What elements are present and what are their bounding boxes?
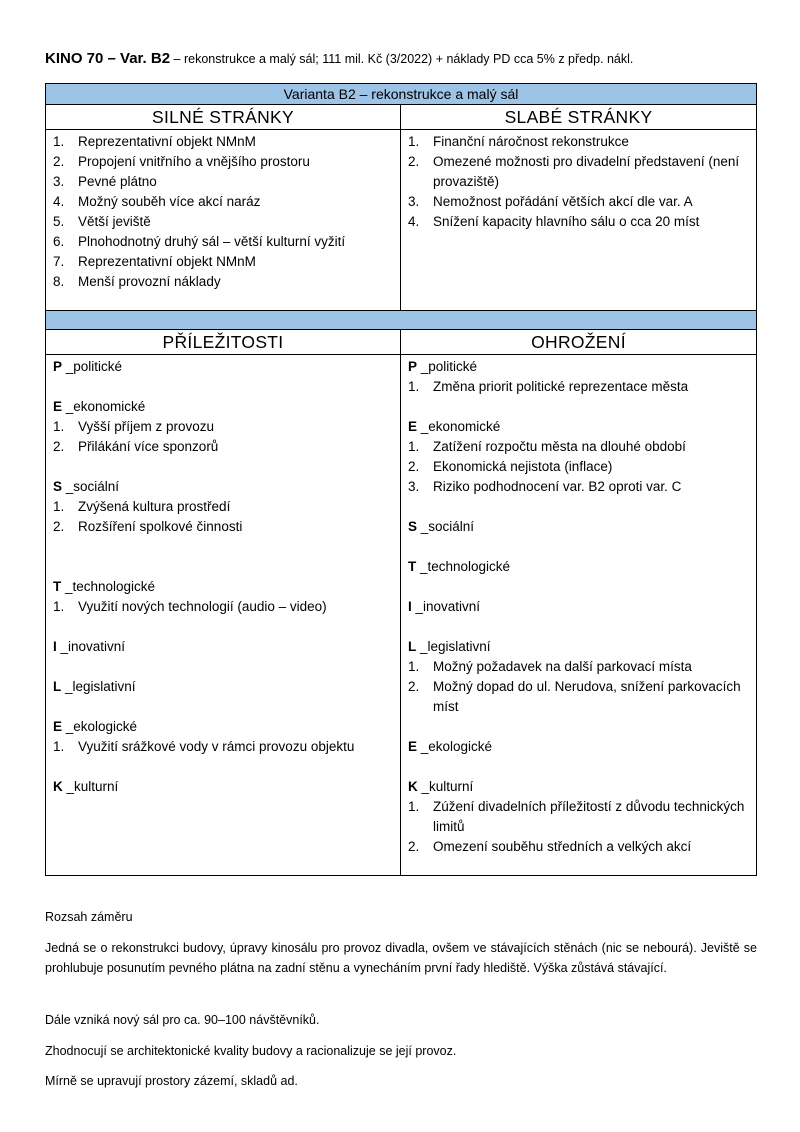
category-political: P _politické <box>408 359 478 374</box>
list-item: 2. Omezení souběhu středních a velkých akcí <box>408 839 692 854</box>
separator-bar <box>46 311 757 330</box>
category-innovative: I _inovativní <box>53 639 126 654</box>
document-heading <box>45 50 633 67</box>
scope-paragraph-1: Jedná se o rekonstrukci budovy, úpravy kinosálu pro provoz divadla, ovšem ve stávajících stěnách (nic se nebourá). Jeviště se prohlubuje posunutím pevného plátna na zadní stěnu a vynecháním první řady hlediště. Výška zůstává stávající. <box>45 941 757 975</box>
strengths-list <box>53 132 394 292</box>
list-item: 2. Propojení vnitřního a vnějšího prostoru <box>53 154 310 169</box>
weaknesses-cell <box>401 130 757 311</box>
category-innovative: I _inovativní <box>408 599 481 614</box>
category-ecological: E _ekologické <box>53 719 138 734</box>
category-technological: T _technologické <box>53 579 156 594</box>
list-item: 3. Riziko podhodnocení var. B2 oproti var. C <box>408 479 682 494</box>
list-item: 4. Snížení kapacity hlavního sálu o cca 20 míst <box>408 214 700 229</box>
list-item: 1. Reprezentativní objekt NMnM <box>53 134 256 149</box>
list-item: 1. Možný požadavek na další parkovací místa <box>408 659 692 674</box>
category-legislative: L _legislativní <box>53 679 136 694</box>
category-legislative: L _legislativní <box>408 639 491 654</box>
list-item: 8. Menší provozní náklady <box>53 274 221 289</box>
scope-paragraph-4: Mírně se upravují prostory zázemí, skladů ad. <box>45 1074 298 1088</box>
heading-rest: – rekonstrukce a malý sál; 111 mil. Kč (3/2022) + náklady PD cca 5% z předp. nákl. <box>170 52 634 66</box>
threats-header: OHROŽENÍ <box>401 330 757 355</box>
list-item: 1. Využití srážkové vody v rámci provozu objektu <box>53 739 355 754</box>
weaknesses-header: SLABÉ STRÁNKY <box>401 105 757 130</box>
swot-table <box>45 83 757 876</box>
opportunities-cell <box>46 355 401 876</box>
swot-title: Varianta B2 – rekonstrukce a malý sál <box>46 84 757 105</box>
list-item: 6. Plnohodnotný druhý sál – větší kulturní vyžití <box>53 234 346 249</box>
opportunities-header: PŘÍLEŽITOSTI <box>46 330 401 355</box>
scope-paragraph-2: Dále vzniká nový sál pro ca. 90–100 návštěvníků. <box>45 1013 320 1027</box>
category-social: S _sociální <box>53 479 120 494</box>
list-item: 1. Finanční náročnost rekonstrukce <box>408 134 629 149</box>
list-item: 1. Využití nových technologií (audio – video) <box>53 599 327 614</box>
list-item: 3. Nemožnost pořádání větších akcí dle var. A <box>408 194 693 209</box>
list-item: 2. Možný dopad do ul. Nerudova, snížení parkovacích míst <box>408 679 741 714</box>
list-item: 7. Reprezentativní objekt NMnM <box>53 254 256 269</box>
category-cultural: K _kulturní <box>408 779 474 794</box>
list-item: 1. Zúžení divadelních příležitostí z důvodu technických limitů <box>408 799 745 834</box>
strengths-cell <box>46 130 401 311</box>
list-item: 1. Změna priorit politické reprezentace města <box>408 379 689 394</box>
category-social: S _sociální <box>408 519 475 534</box>
list-item: 2. Přilákání více sponzorů <box>53 439 219 454</box>
heading-bold: KINO 70 – Var. B2 <box>45 50 171 67</box>
list-item: 1. Zatížení rozpočtu města na dlouhé období <box>408 439 686 454</box>
strengths-header: SILNÉ STRÁNKY <box>46 105 401 130</box>
category-political: P _politické <box>53 359 123 374</box>
threats-cell <box>401 355 757 876</box>
category-technological: T _technologické <box>408 559 511 574</box>
category-economic: E _ekonomické <box>408 419 501 434</box>
list-item: 5. Větší jeviště <box>53 214 151 229</box>
category-economic: E _ekonomické <box>53 399 146 414</box>
list-item: 1. Vyšší příjem z provozu <box>53 419 215 434</box>
weaknesses-list <box>408 132 750 232</box>
scope-heading: Rozsah záměru <box>45 910 133 924</box>
list-item: 3. Pevné plátno <box>53 174 157 189</box>
list-item: 4. Možný souběh více akcí naráz <box>53 194 261 209</box>
list-item: 1. Zvýšená kultura prostředí <box>53 499 231 514</box>
scope-paragraph-3: Zhodnocují se architektonické kvality budovy a racionalizuje se její provoz. <box>45 1044 457 1058</box>
category-cultural: K _kulturní <box>53 779 119 794</box>
category-ecological: E _ekologické <box>408 739 493 754</box>
list-item: 2. Omezené možnosti pro divadelní představení (není provaziště) <box>408 154 740 189</box>
list-item: 2. Ekonomická nejistota (inflace) <box>408 459 613 474</box>
list-item: 2. Rozšíření spolkové činnosti <box>53 519 243 534</box>
